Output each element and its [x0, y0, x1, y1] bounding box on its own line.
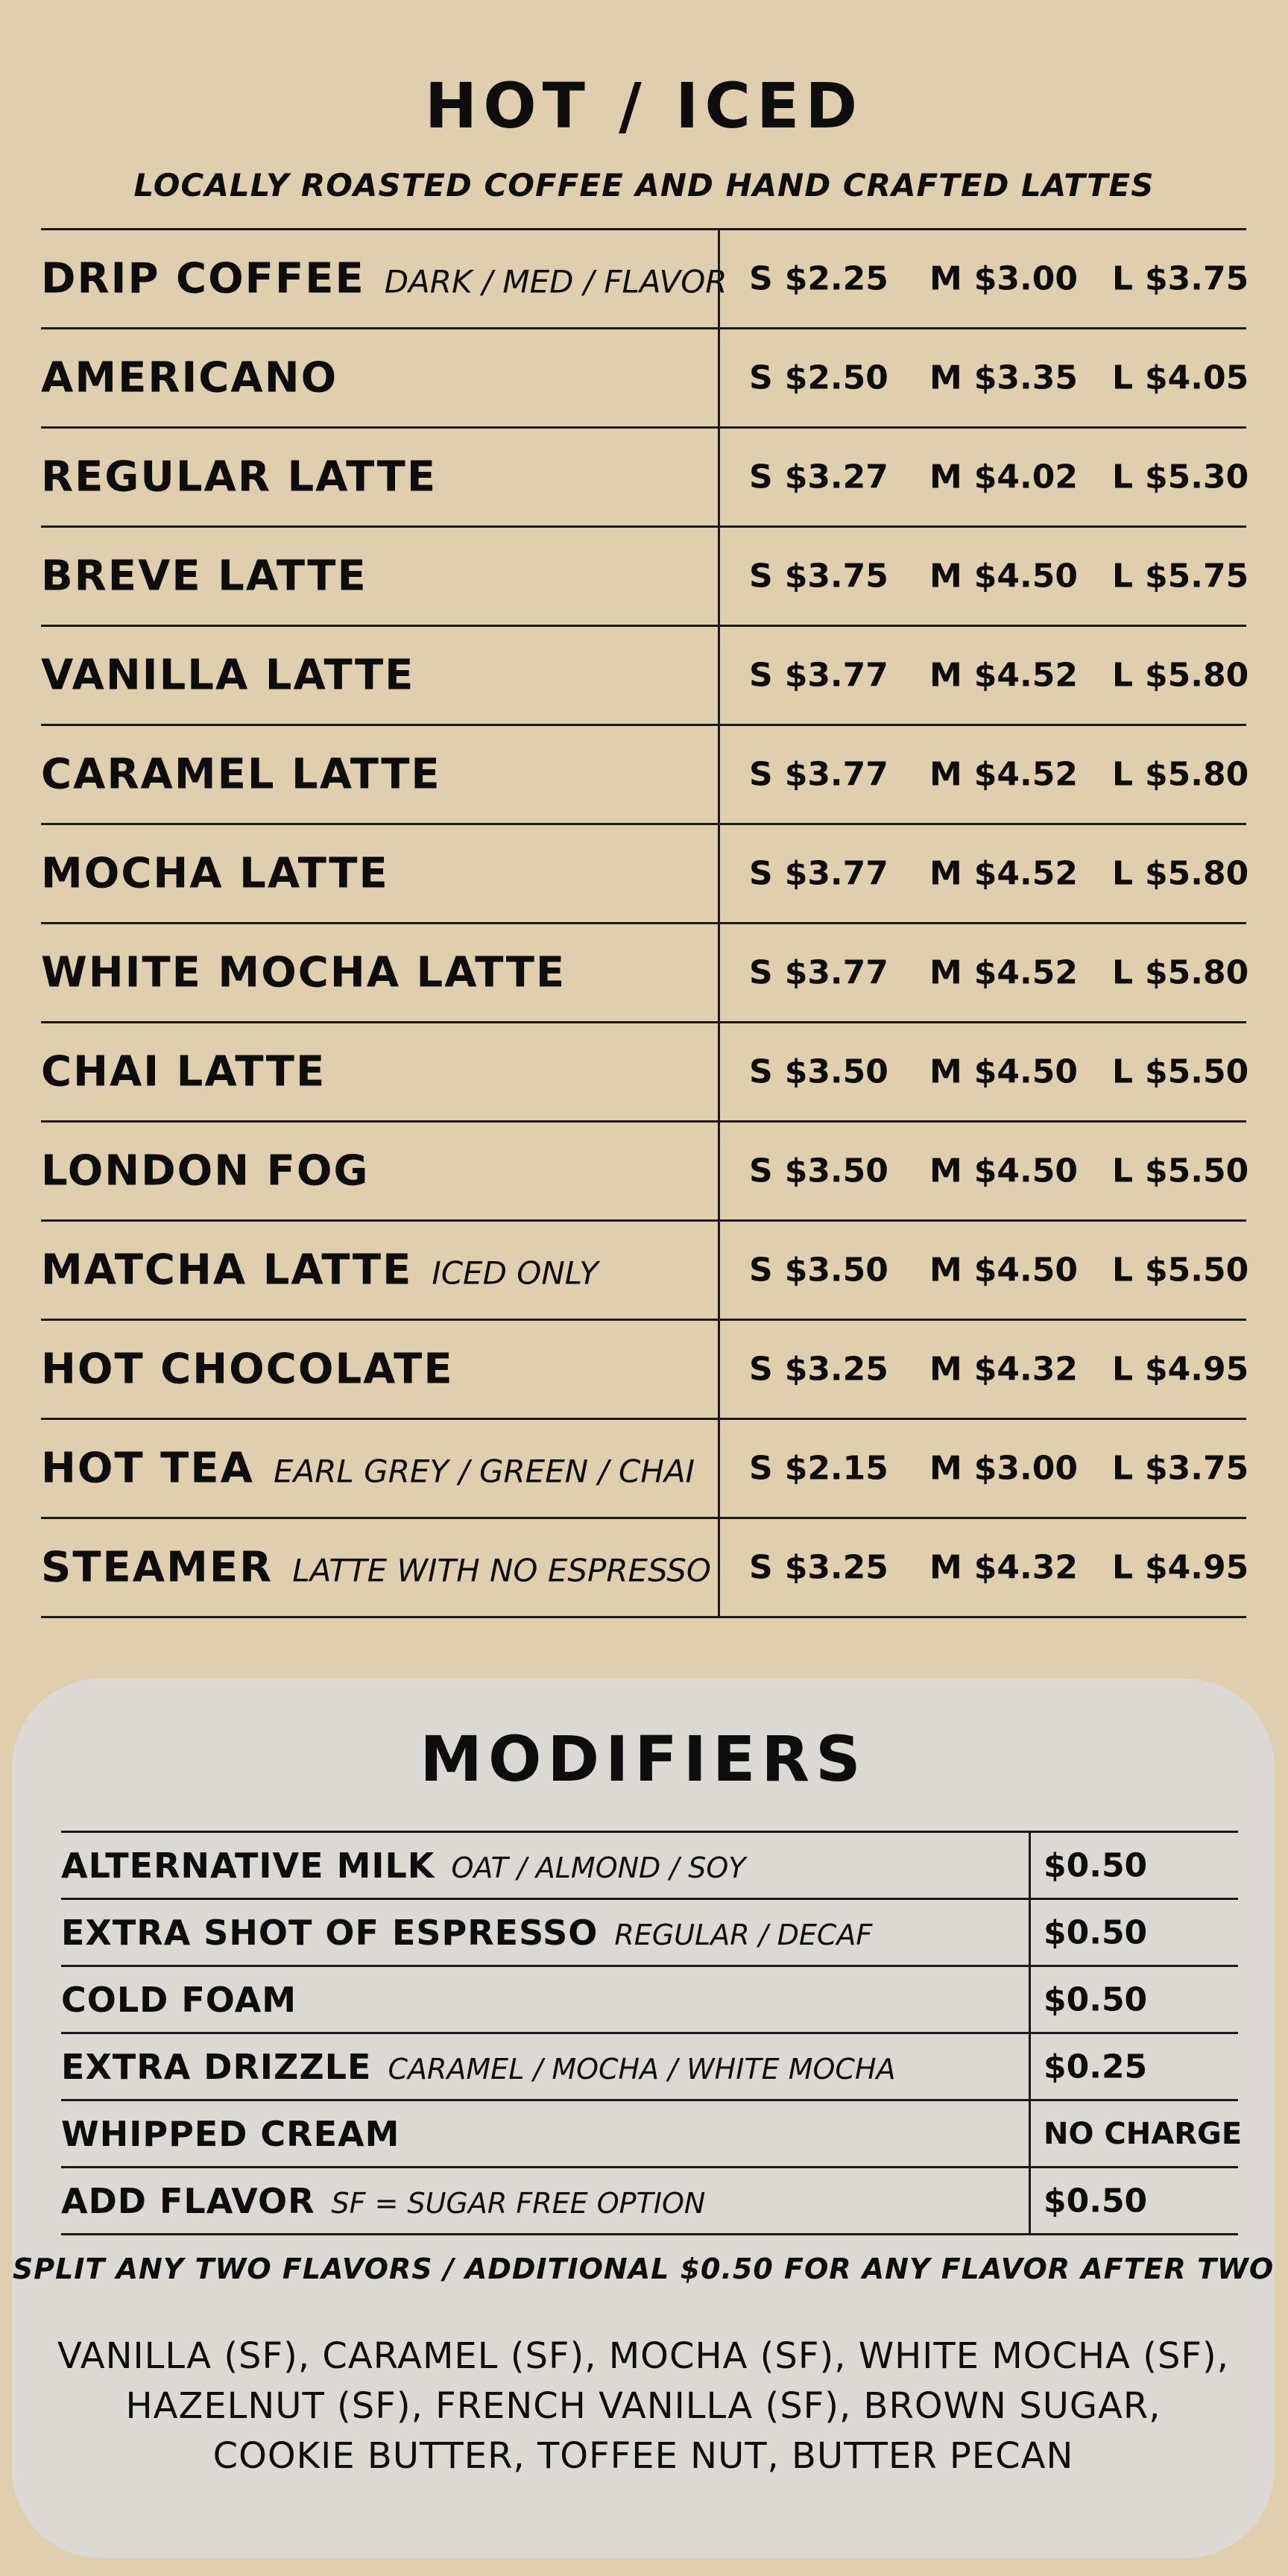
modifier-row-alternative-milk — [61, 1833, 1238, 1900]
price-value: $5.75 — [1145, 557, 1249, 596]
column-divider — [718, 1222, 720, 1319]
price-value: $2.50 — [784, 359, 888, 397]
drink-row-mocha-latte — [41, 825, 1249, 924]
size-label: S — [749, 854, 773, 893]
drink-name — [41, 255, 727, 303]
modifier-name-text: ADD FLAVOR — [61, 2180, 315, 2221]
price-large — [1112, 1251, 1248, 1289]
drink-name — [41, 651, 414, 700]
modifier-row-extra-drizzle — [61, 2034, 1238, 2101]
price-small — [749, 1053, 888, 1091]
drink-name-text: REGULAR LATTE — [41, 452, 438, 502]
drink-row-drip-coffee — [41, 230, 1249, 329]
column-divider — [718, 726, 720, 823]
price-small — [749, 855, 888, 893]
price-medium — [929, 1351, 1078, 1389]
drinks-table — [41, 228, 1249, 1618]
price-value: $3.25 — [784, 1350, 888, 1389]
price-small — [749, 756, 888, 794]
price-value: $3.27 — [784, 458, 888, 496]
price-large — [1112, 458, 1248, 496]
price-value: $2.15 — [784, 1449, 888, 1488]
price-value: $4.95 — [1145, 1350, 1249, 1389]
modifier-name — [61, 2181, 705, 2221]
price-large — [1112, 1450, 1248, 1488]
drink-name-text: CARAMEL LATTE — [41, 750, 441, 799]
drink-row-hot-tea — [41, 1420, 1249, 1519]
size-label: M — [929, 854, 962, 893]
drink-name-text: AMERICANO — [41, 353, 338, 402]
size-label: M — [929, 1152, 962, 1190]
price-value: $4.52 — [973, 854, 1078, 893]
price-medium — [929, 756, 1078, 794]
price-small — [749, 260, 888, 298]
size-label: M — [929, 1052, 962, 1091]
drink-name-text: DRIP COFFEE — [41, 254, 365, 303]
drink-name — [41, 1246, 599, 1295]
size-label: S — [749, 1350, 773, 1389]
column-divider — [1029, 2034, 1031, 2099]
price-value: $5.80 — [1145, 953, 1249, 992]
drink-row-london-fog — [41, 1123, 1249, 1222]
price-value: $4.50 — [973, 1152, 1078, 1190]
modifier-name — [61, 2114, 400, 2154]
price-value: $3.25 — [784, 1548, 888, 1587]
modifier-row-extra-shot — [61, 1900, 1238, 1967]
modifier-price: $0.50 — [1044, 1913, 1148, 1951]
size-label: S — [749, 953, 773, 992]
price-large — [1112, 1351, 1248, 1389]
column-divider — [718, 329, 720, 426]
price-medium — [929, 1251, 1078, 1289]
price-value: $2.25 — [784, 259, 888, 298]
modifier-name-text: ALTERNATIVE MILK — [61, 1845, 435, 1886]
modifier-name-text: WHIPPED CREAM — [61, 2113, 400, 2154]
price-value: $5.50 — [1145, 1251, 1249, 1289]
price-small — [749, 359, 888, 397]
price-small — [749, 1549, 888, 1587]
drink-name — [41, 751, 441, 799]
drink-name — [41, 1147, 369, 1196]
price-value: $3.77 — [784, 755, 888, 794]
drink-row-matcha-latte — [41, 1222, 1249, 1321]
size-label: L — [1112, 1152, 1134, 1190]
price-value: $5.80 — [1145, 755, 1249, 794]
size-label: M — [929, 1449, 962, 1488]
price-value: $3.50 — [784, 1052, 888, 1091]
price-value: $3.77 — [784, 854, 888, 893]
size-label: S — [749, 1251, 773, 1289]
size-label: M — [929, 557, 962, 596]
price-small — [749, 1450, 888, 1488]
column-divider — [718, 924, 720, 1021]
price-medium — [929, 1053, 1078, 1091]
drink-note: EARL GREY / GREEN / CHAI — [273, 1453, 695, 1490]
price-large — [1112, 359, 1248, 397]
drink-row-steamer — [41, 1519, 1249, 1618]
price-large — [1112, 260, 1248, 298]
modifier-note: SF = SUGAR FREE OPTION — [331, 2186, 706, 2220]
price-small — [749, 558, 888, 596]
column-divider — [718, 528, 720, 625]
modifier-note: CARAMEL / MOCHA / WHITE MOCHA — [388, 2052, 896, 2086]
flavor-line: HAZELNUT (SF), FRENCH VANILLA (SF), BROWN SUGAR, — [125, 2385, 1161, 2427]
price-medium — [929, 359, 1078, 397]
size-label: M — [929, 359, 962, 397]
column-divider — [1029, 1967, 1031, 2032]
size-label: L — [1112, 359, 1134, 397]
menu-header — [0, 69, 1288, 203]
column-divider — [1029, 1900, 1031, 1965]
size-label: L — [1112, 1350, 1134, 1389]
price-small — [749, 1251, 888, 1289]
price-value: $5.50 — [1145, 1052, 1249, 1091]
flavor-line: COOKIE BUTTER, TOFFEE NUT, BUTTER PECAN — [212, 2435, 1074, 2477]
column-divider — [1029, 1833, 1031, 1898]
drink-row-breve-latte — [41, 528, 1249, 627]
price-value: $4.50 — [973, 1052, 1078, 1091]
drink-row-americano — [41, 329, 1249, 429]
drink-name-text: CHAI LATTE — [41, 1047, 326, 1096]
drink-name — [41, 552, 367, 601]
size-label: M — [929, 656, 962, 695]
price-value: $5.80 — [1145, 656, 1249, 695]
drink-name — [41, 1544, 711, 1592]
price-value: $3.50 — [784, 1251, 888, 1289]
price-medium — [929, 558, 1078, 596]
price-large — [1112, 1549, 1248, 1587]
drink-row-vanilla-latte — [41, 627, 1249, 726]
size-label: M — [929, 1548, 962, 1587]
column-divider — [718, 1123, 720, 1219]
price-medium — [929, 855, 1078, 893]
drink-name — [41, 453, 437, 502]
price-medium — [929, 1450, 1078, 1488]
price-value: $3.00 — [973, 259, 1078, 298]
modifier-name — [61, 1913, 872, 1953]
price-value: $4.32 — [973, 1548, 1078, 1587]
size-label: L — [1112, 458, 1134, 496]
size-label: M — [929, 755, 962, 794]
drink-note: ICED ONLY — [432, 1254, 599, 1292]
modifier-name-text: EXTRA SHOT OF ESPRESSO — [61, 1912, 599, 1953]
modifier-row-whipped-cream — [61, 2101, 1243, 2168]
drink-row-white-mocha-latte — [41, 924, 1249, 1023]
price-large — [1112, 1152, 1248, 1190]
modifier-note: OAT / ALMOND / SOY — [451, 1851, 746, 1884]
drink-name-text: MATCHA LATTE — [41, 1246, 413, 1295]
size-label: S — [749, 1449, 773, 1488]
size-label: S — [749, 458, 773, 496]
column-divider — [718, 627, 720, 724]
drink-note: DARK / MED / FLAVOR — [384, 263, 727, 300]
modifier-note: REGULAR / DECAF — [614, 1918, 873, 1951]
size-label: M — [929, 953, 962, 992]
price-small — [749, 657, 888, 695]
drink-name — [41, 1445, 695, 1493]
drink-row-regular-latte — [41, 429, 1249, 528]
price-value: $4.52 — [973, 953, 1078, 992]
drink-name — [41, 354, 338, 402]
price-value: $4.05 — [1145, 359, 1249, 397]
price-medium — [929, 657, 1078, 695]
modifier-name-text: EXTRA DRIZZLE — [61, 2046, 372, 2087]
price-value: $3.35 — [973, 359, 1078, 397]
price-value: $5.30 — [1145, 458, 1249, 496]
size-label: S — [749, 359, 773, 397]
column-divider — [718, 230, 720, 327]
size-label: L — [1112, 1548, 1134, 1587]
size-label: M — [929, 1350, 962, 1389]
drink-row-caramel-latte — [41, 726, 1249, 825]
size-label: M — [929, 259, 962, 298]
price-value: $3.77 — [784, 656, 888, 695]
size-label: S — [749, 1548, 773, 1587]
modifier-name — [61, 1846, 746, 1886]
size-label: L — [1112, 1449, 1134, 1488]
modifier-price: $0.50 — [1044, 1980, 1148, 2018]
drink-name-text: BREVE LATTE — [41, 552, 367, 601]
drink-name-text: LONDON FOG — [41, 1146, 370, 1196]
price-large — [1112, 756, 1248, 794]
price-value: $3.50 — [784, 1152, 888, 1190]
modifier-price: $0.50 — [1044, 2182, 1148, 2220]
size-label: L — [1112, 1251, 1134, 1289]
drink-name-text: STEAMER — [41, 1543, 274, 1592]
column-divider — [718, 1321, 720, 1418]
price-value: $5.80 — [1145, 854, 1249, 893]
price-value: $3.75 — [1145, 259, 1249, 298]
price-large — [1112, 954, 1248, 992]
size-label: L — [1112, 259, 1134, 298]
split-flavors-note: SPLIT ANY TWO FLAVORS / ADDITIONAL $0.50 FOR ANY FLAVOR AFTER TWO — [12, 2253, 1275, 2285]
price-value: $3.00 — [973, 1449, 1078, 1488]
modifier-row-add-flavor — [61, 2168, 1238, 2235]
modifier-price: $0.25 — [1044, 2048, 1148, 2086]
size-label: S — [749, 1152, 773, 1190]
drink-name — [41, 1345, 454, 1394]
price-value: $4.95 — [1145, 1548, 1249, 1587]
size-label: S — [749, 755, 773, 794]
size-label: L — [1112, 953, 1134, 992]
drink-name-text: WHITE MOCHA LATTE — [41, 948, 566, 997]
price-value: $3.75 — [1145, 1449, 1249, 1488]
drink-name-text: MOCHA LATTE — [41, 849, 389, 898]
modifiers-title: MODIFIERS — [420, 1723, 867, 1796]
price-large — [1112, 657, 1248, 695]
drink-row-chai-latte — [41, 1023, 1249, 1123]
modifier-price: NO CHARGE — [1044, 2116, 1243, 2151]
price-value: $4.50 — [973, 557, 1078, 596]
price-medium — [929, 1152, 1078, 1190]
size-label: S — [749, 1052, 773, 1091]
modifier-price: $0.50 — [1044, 1846, 1148, 1884]
size-label: L — [1112, 854, 1134, 893]
price-value: $3.75 — [784, 557, 888, 596]
flavor-list — [42, 2332, 1245, 2481]
price-large — [1112, 855, 1248, 893]
price-value: $4.32 — [973, 1350, 1078, 1389]
modifier-name-text: COLD FOAM — [61, 1979, 297, 2020]
modifiers-table — [61, 1831, 1243, 2235]
price-value: $3.77 — [784, 953, 888, 992]
price-small — [749, 1152, 888, 1190]
price-medium — [929, 458, 1078, 496]
price-value: $5.50 — [1145, 1152, 1249, 1190]
column-divider — [718, 1023, 720, 1120]
modifiers-panel — [12, 1679, 1275, 2558]
drink-name — [41, 1048, 326, 1096]
drink-name — [41, 850, 389, 898]
column-divider — [1029, 2168, 1031, 2233]
flavor-line: VANILLA (SF), CARAMEL (SF), MOCHA (SF), WHITE MOCHA (SF), — [57, 2335, 1230, 2377]
size-label: M — [929, 1251, 962, 1289]
modifier-name — [61, 1980, 297, 2020]
drink-name-text: VANILLA LATTE — [41, 651, 415, 700]
page-title: HOT / ICED — [424, 69, 864, 142]
drink-name-text: HOT TEA — [41, 1444, 254, 1493]
drink-note: LATTE WITH NO ESPRESSO — [292, 1552, 711, 1589]
column-divider — [718, 429, 720, 525]
price-small — [749, 1351, 888, 1389]
page-subtitle: LOCALLY ROASTED COFFEE AND HAND CRAFTED LATTES — [133, 167, 1155, 203]
price-small — [749, 954, 888, 992]
column-divider — [1029, 2101, 1031, 2166]
price-large — [1112, 558, 1248, 596]
price-value: $4.02 — [973, 458, 1078, 496]
size-label: L — [1112, 656, 1134, 695]
modifier-row-cold-foam — [61, 1967, 1238, 2034]
size-label: M — [929, 458, 962, 496]
size-label: L — [1112, 755, 1134, 794]
price-medium — [929, 260, 1078, 298]
modifier-name — [61, 2047, 896, 2087]
price-medium — [929, 954, 1078, 992]
price-value: $4.52 — [973, 755, 1078, 794]
size-label: S — [749, 557, 773, 596]
drink-name — [41, 949, 566, 997]
size-label: L — [1112, 557, 1134, 596]
price-value: $4.52 — [973, 656, 1078, 695]
column-divider — [718, 1519, 720, 1616]
column-divider — [718, 1420, 720, 1517]
drink-row-hot-chocolate — [41, 1321, 1249, 1420]
price-value: $4.50 — [973, 1251, 1078, 1289]
price-medium — [929, 1549, 1078, 1587]
price-small — [749, 458, 888, 496]
drink-name-text: HOT CHOCOLATE — [41, 1345, 454, 1394]
column-divider — [718, 825, 720, 922]
size-label: L — [1112, 1052, 1134, 1091]
price-large — [1112, 1053, 1248, 1091]
size-label: S — [749, 656, 773, 695]
size-label: S — [749, 259, 773, 298]
